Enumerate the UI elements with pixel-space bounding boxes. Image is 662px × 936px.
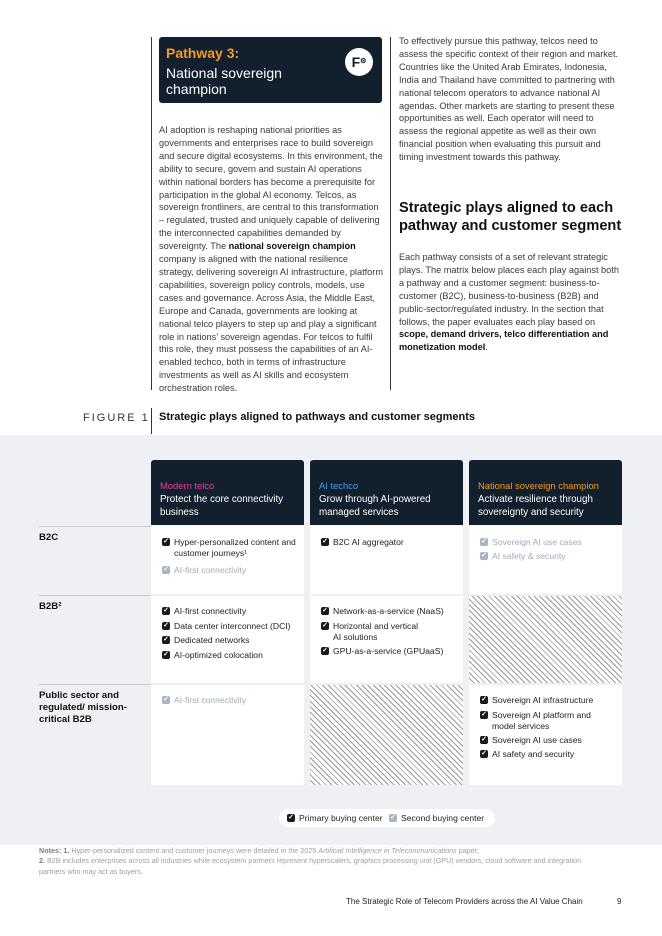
play-label: Hyper-personalized content and customer journeys¹ (174, 537, 296, 558)
legend-label: Primary buying center (299, 813, 383, 823)
play-item (162, 621, 297, 632)
play-label: AI-first connectivity (174, 606, 247, 616)
figure-title: Strategic plays aligned to pathways and customer segments (159, 411, 476, 423)
section-paragraph (399, 251, 621, 354)
row-label-b2b: B2B² (39, 601, 62, 612)
play-label: AI-first connectivity (174, 565, 247, 575)
play-item-secondary (162, 695, 297, 706)
row-divider (39, 526, 151, 527)
notes-label: Notes: (39, 846, 62, 855)
play-item (321, 537, 456, 548)
page-number: 9 (617, 897, 622, 906)
check-icon: ✓ (322, 622, 328, 629)
row-label-b2c: B2C (39, 532, 59, 543)
figure-title-rule (151, 408, 152, 434)
figure-legend (279, 809, 495, 827)
sovereign-flag-icon: F⚙ (345, 48, 373, 76)
note-text: B2B includes enterprises across all industries while ecosystem partners represent hyperscalers, graphics processing unit (GPU) vendors, cloud software and integration partners who may act as buyers. (39, 856, 582, 876)
figure-label: FIGURE 1 (83, 412, 150, 424)
note-number: 2. (39, 856, 45, 866)
legend-label: Second buying center (401, 813, 485, 823)
check-icon: ✓ (322, 538, 328, 545)
play-label: Sovereign AI infrastructure (492, 695, 594, 705)
play-item-secondary (480, 537, 615, 548)
check-icon: ✓ (163, 651, 169, 658)
check-icon: ✓ (390, 814, 396, 821)
play-item (162, 537, 297, 558)
check-icon: ✓ (163, 566, 169, 573)
column-title: National sovereign champion (478, 480, 599, 491)
play-label: Dedicated networks (174, 635, 250, 645)
check-icon: ✓ (322, 647, 328, 654)
play-item (162, 650, 297, 661)
column-header-sovereign (469, 460, 622, 525)
play-label: AI safety & security (492, 551, 566, 561)
paragraph-text: AI adoption is reshaping national priorities as governments and enterprises race to build sovereign and secure digital ecosystems. In this environment, the ability to secure, govern and sustain AI operations within national borders has become a prerequisite for participation in the global AI economy. Telcos, as sovereign frontliners, are central to this transformation – regulated, trusted and uniquely capable of delivering the interconnected capabilities demanded by sovereignty. The (159, 125, 383, 252)
section-heading: Strategic plays aligned to each pathway and customer segment (399, 200, 622, 234)
play-item (321, 606, 456, 617)
play-item (480, 749, 615, 760)
column-subtitle: Protect the core connectivity business (160, 494, 284, 518)
figure-notes (39, 846, 599, 877)
left-body-paragraph (159, 124, 385, 395)
footer-title: The Strategic Role of Telecom Providers across the AI Value Chain (346, 897, 583, 906)
play-item (162, 635, 297, 646)
check-icon: ✓ (163, 538, 169, 545)
check-icon: ✓ (163, 696, 169, 703)
play-item (321, 621, 421, 642)
play-label: AI-first connectivity (174, 695, 247, 705)
play-label: Horizontal and vertical AI solutions (333, 621, 419, 642)
play-label: B2C AI aggregator (333, 537, 404, 547)
paragraph-bold: scope, demand drivers, telco differentiation and monetization model (399, 329, 609, 353)
check-icon: ✓ (481, 750, 487, 757)
play-item (480, 695, 615, 706)
note-italic: Artificial Intelligence in Telecommunications (318, 846, 457, 855)
check-icon: ✓ (481, 736, 487, 743)
play-label: Sovereign AI platform and model services (492, 710, 591, 731)
check-icon: ✓ (163, 622, 169, 629)
paragraph-bold: national sovereign champion (228, 241, 356, 252)
cell-b2b-sovereign-empty (469, 596, 622, 683)
play-label: Network-as-a-service (NaaS) (333, 606, 444, 616)
play-label: Sovereign AI use cases (492, 537, 582, 547)
column-header-modern-telco (151, 460, 304, 525)
row-label-public-sector: Public sector and regulated/ mission-critical B2B (39, 690, 127, 725)
legend-primary (287, 813, 383, 823)
note-text: paper; (456, 846, 480, 855)
play-item-secondary (480, 551, 615, 562)
row-divider (39, 684, 151, 685)
pathway-number: Pathway 3: (166, 45, 240, 61)
paragraph-text: Each pathway consists of a set of relevant strategic plays. The matrix below places each play against both a pathway and a customer segment: business-to-customer (B2C), business-to-business (B2B) and public-sector/regulated industry. In the section that follows, the paper evaluates each play based on (399, 252, 619, 327)
paragraph-text: . (485, 342, 488, 353)
check-icon: ✓ (163, 607, 169, 614)
check-icon: ✓ (322, 607, 328, 614)
check-icon: ✓ (288, 814, 294, 821)
column-subtitle: Grow through AI-powered managed services (319, 494, 431, 518)
check-icon: ✓ (481, 552, 487, 559)
play-label: Sovereign AI use cases (492, 735, 582, 745)
check-icon: ✓ (163, 636, 169, 643)
play-item (480, 735, 615, 746)
play-label: AI safety and security (492, 749, 575, 759)
column-subtitle: Activate resilience through sovereignty and security (478, 494, 593, 518)
play-item-secondary (162, 565, 297, 576)
legend-second (389, 813, 484, 823)
pathway-title: National sovereign champion (166, 65, 282, 97)
play-label: GPU-as-a-service (GPUaaS) (333, 646, 444, 656)
left-column-rule (151, 37, 152, 390)
play-label: Data center interconnect (DCI) (174, 621, 291, 631)
middle-column-rule (390, 37, 391, 390)
right-body-paragraph: To effectively pursue this pathway, telcos need to assess the specific context of their region and market. Countries like the United Arab Emirates, Indonesia, India and Thailand have committed to partnering with national telecom operators to advance national AI agendas. Other markets are starting to present these opportunities as well. Each operator will need to assess the regional appetite as well as their own financial position when evaluating this pursuit and timing investment towards this pathway. (399, 36, 619, 163)
play-item (480, 710, 592, 731)
play-item (162, 606, 297, 617)
cell-public-techco-empty (310, 685, 463, 785)
check-icon: ✓ (481, 696, 487, 703)
play-item (321, 646, 456, 657)
column-title: Modern telco (160, 480, 215, 491)
note-number: 1. (63, 846, 70, 855)
pathway-card (159, 37, 382, 103)
row-divider (39, 595, 151, 596)
check-icon: ✓ (481, 711, 487, 718)
column-header-ai-techco (310, 460, 463, 525)
check-icon: ✓ (481, 538, 487, 545)
play-label: AI-optimized colocation (174, 650, 263, 660)
paragraph-text: company is aligned with the national resilience strategy, delivering sovereign AI infrastructure, platform capabilities, sovereign policy controls, models, use cases and governance. Across Asia, the Middle East, Europe and Canada, governments are looking at national telco players to step up and play a significant role in nations’ sovereign agendas. For telcos to fulfil this role, they must possess the capabilities of an AI-enabled techco, both in terms of infrastructure investments as well as AI skills and ecosystem orchestration roles. (159, 254, 384, 394)
column-title: AI techco (319, 480, 359, 491)
note-text: Hyper-personalized content and customer journeys were detailed in the 2025 (71, 846, 319, 855)
